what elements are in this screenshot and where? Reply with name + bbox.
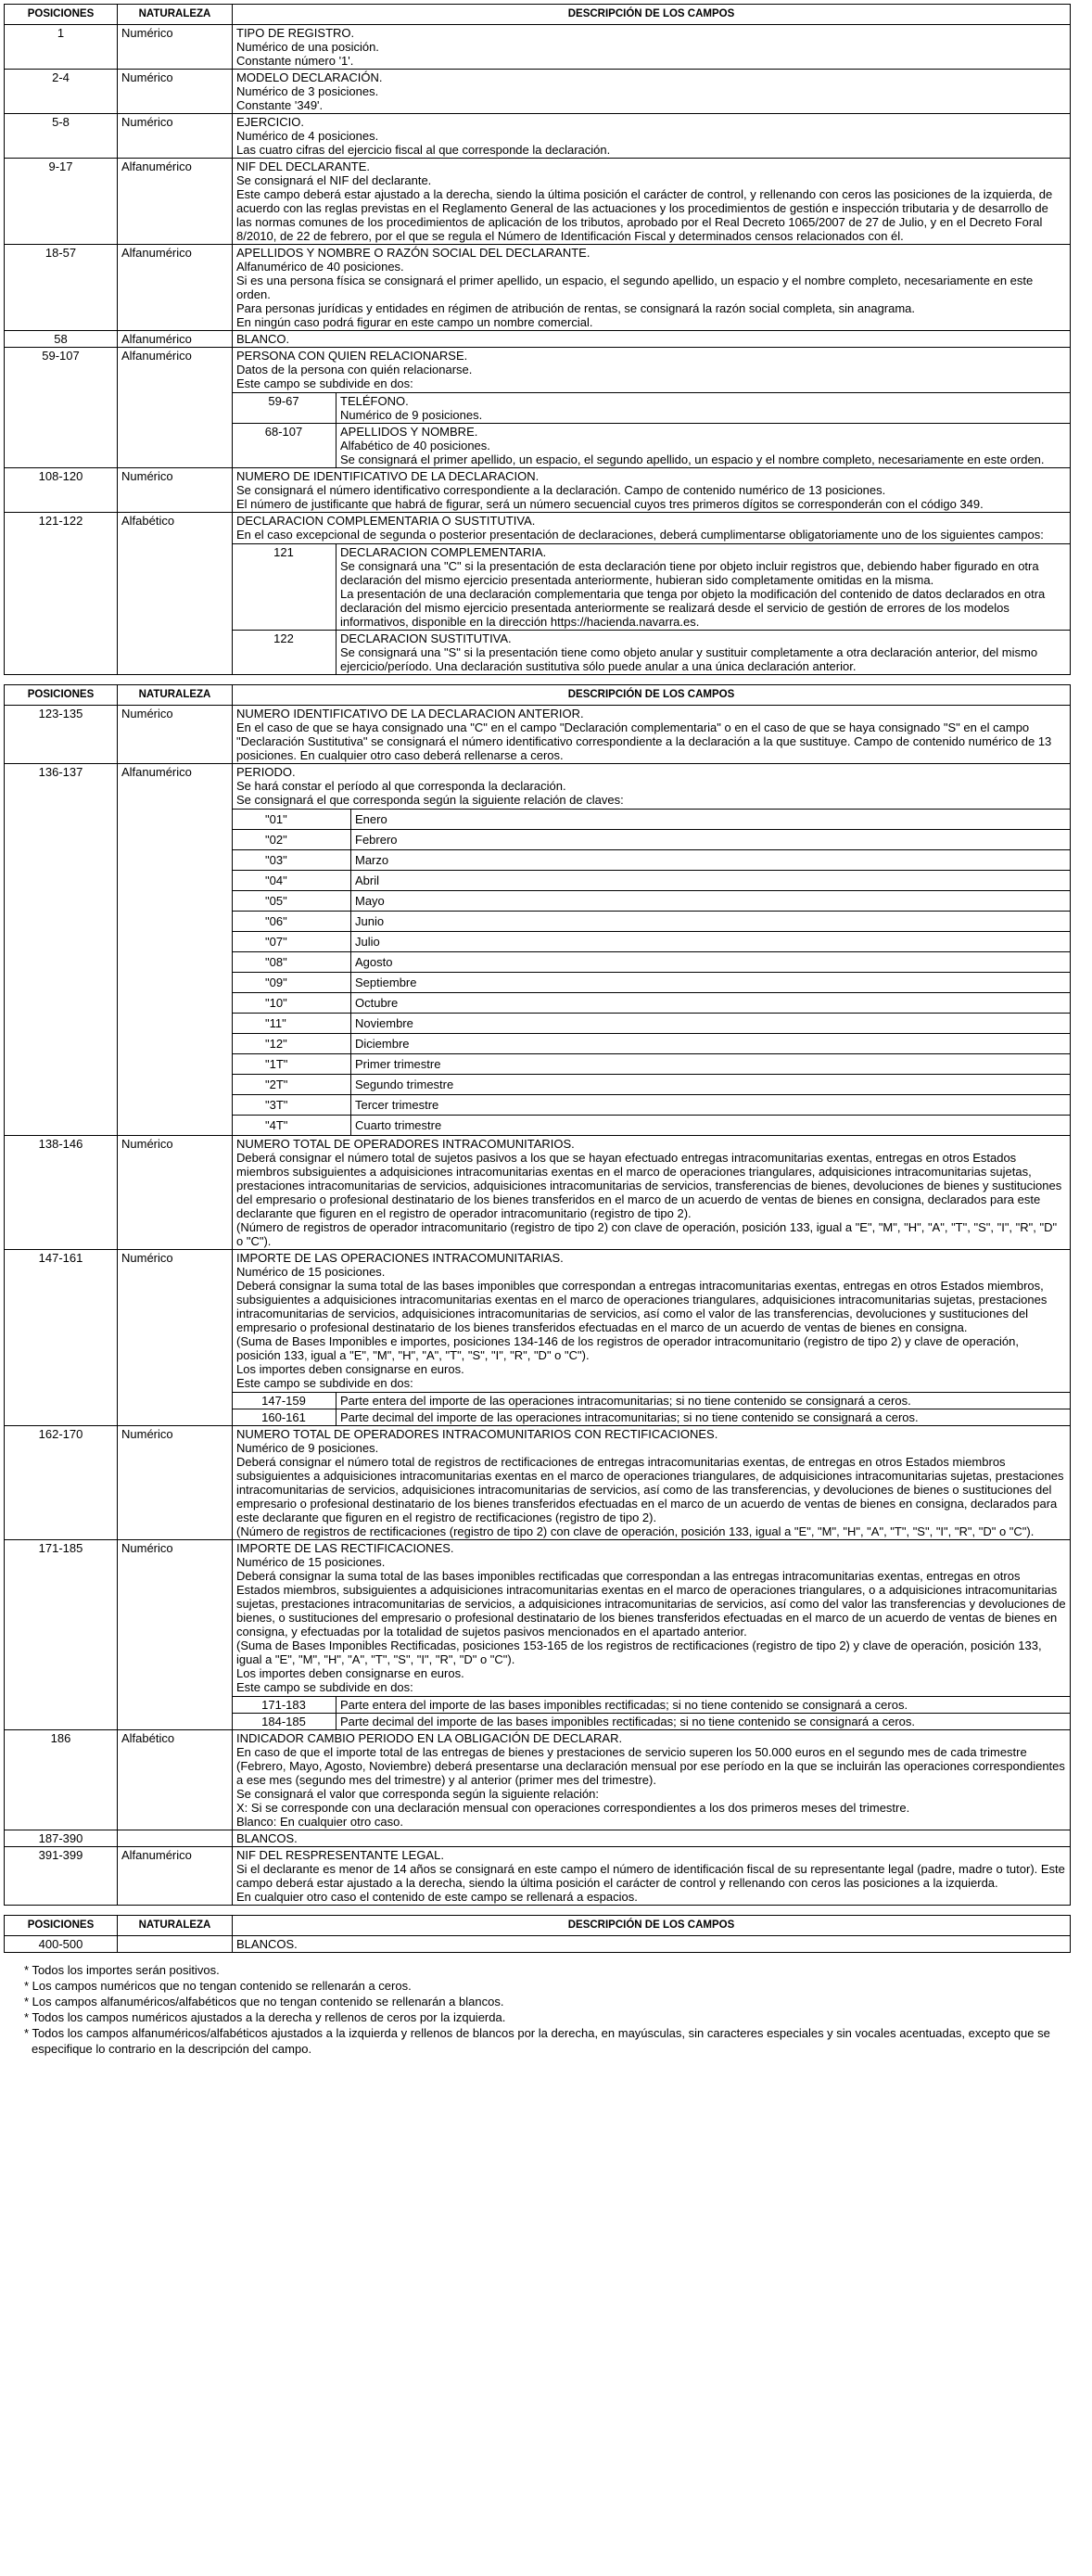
key-code: "08" xyxy=(232,952,351,973)
description-line: Se consignará el valor que corresponda según la siguiente relación: xyxy=(236,1787,599,1801)
field-row xyxy=(5,706,1071,764)
description-line: Octubre xyxy=(355,996,399,1010)
description-line: En cualquier otro caso el contenido de este campo se rellenará a espacios. xyxy=(236,1890,638,1904)
subfield-table xyxy=(232,392,1071,467)
description-line: Este campo deberá estar ajustado a la derecha, siendo la última posición el carácter de control, y rellenando con ceros las posiciones de la izquierda, de acuerdo con las reglas previstas en el Reglamento General de las actuaciones y los procedimientos de gestión e inspección tributaria y de desarrollo de las normas comunes de los procedimientos de aplicación de los tributos, aprobado por el Real Decreto 1065/2007 de 27 de Julio, y en el Decreto Foral 8/2010, de 22 de febrero, por el que se regula el Número de Identificación Fiscal y determinados censos relacionados con él. xyxy=(236,187,1053,243)
description-line: NUMERO TOTAL DE OPERADORES INTRACOMUNITARIOS CON RECTIFICACIONES. xyxy=(236,1427,718,1441)
field-nature: Alfanumérico xyxy=(118,331,233,348)
subfield-position: 171-183 xyxy=(232,1697,336,1714)
field-nature: Numérico xyxy=(118,114,233,159)
key-row xyxy=(232,1116,1071,1136)
key-code: "02" xyxy=(232,830,351,850)
field-nature: Numérico xyxy=(118,70,233,114)
field-description xyxy=(233,706,1071,764)
subfield-row xyxy=(232,424,1071,468)
field-nature: Numérico xyxy=(118,1250,233,1426)
key-row xyxy=(232,871,1071,891)
field-row xyxy=(5,1936,1071,1953)
description-line: La presentación de una declaración complementaria que tenga por objeto la modificación del contenido de datos declarados en otra declaración del mismo ejercicio presentada anteriormente se realizará desde el servicio de gestión de errores de los modelos informativos, disponible en la dirección https://hacienda.navarra.es. xyxy=(340,587,1046,629)
description-line: Numérico de una posición. xyxy=(236,40,379,54)
field-row xyxy=(5,1830,1071,1847)
description-line: TIPO DE REGISTRO. xyxy=(236,26,355,40)
key-code: "12" xyxy=(232,1034,351,1054)
subfield-position: 147-159 xyxy=(232,1393,336,1409)
field-description xyxy=(233,70,1071,114)
description-line: Se consignará una "S" si la presentación tiene como objeto anular y sustituir completamente a otra declaración anterior, del mismo ejercicio/período. Una declaración sustitutiva sólo puede anular a una única declaración anterior. xyxy=(340,645,1038,673)
field-description xyxy=(233,1136,1071,1250)
field-row xyxy=(5,1847,1071,1906)
field-description xyxy=(233,331,1071,348)
description-line: IMPORTE DE LAS OPERACIONES INTRACOMUNITARIAS. xyxy=(236,1251,564,1265)
subfield-description xyxy=(336,1697,1072,1714)
header-nature: NATURALEZA xyxy=(118,5,233,25)
field-description xyxy=(233,1540,1071,1730)
key-description xyxy=(351,952,1072,973)
field-description xyxy=(233,1936,1071,1953)
description-line: Diciembre xyxy=(355,1037,410,1051)
field-description xyxy=(233,1830,1071,1847)
field-row xyxy=(5,1426,1071,1540)
description-line: BLANCOS. xyxy=(236,1937,298,1951)
key-code: "09" xyxy=(232,973,351,993)
description-line: DECLARACION SUSTITUTIVA. xyxy=(340,631,512,645)
description-line: Febrero xyxy=(355,833,398,847)
description-line: Se consignará el primer apellido, un espacio, el segundo apellido, un espacio y el nombre completo, necesariamente en este orden. xyxy=(340,453,1045,466)
key-row xyxy=(232,850,1071,871)
description-line: NUMERO IDENTIFICATIVO DE LA DECLARACION ANTERIOR. xyxy=(236,707,584,721)
description-line: Agosto xyxy=(355,955,393,969)
description-line: (Suma de Bases Imponibles e importes, posiciones 134-146 de los registros de operador intracomunitario (registro de tipo 2) y clave de operación, posición 133, igual a "E", "M", "H", "A", "T", "S", "I", "R", "D" o "C"). xyxy=(236,1334,1020,1362)
field-description xyxy=(233,1426,1071,1540)
field-positions: 391-399 xyxy=(5,1847,118,1906)
description-line: Enero xyxy=(355,812,387,826)
description-line: Noviembre xyxy=(355,1016,413,1030)
field-description xyxy=(233,25,1071,70)
header-description: DESCRIPCIÓN DE LOS CAMPOS xyxy=(233,5,1071,25)
key-row xyxy=(232,1054,1071,1075)
key-code: "10" xyxy=(232,993,351,1014)
subfield-row xyxy=(232,544,1071,631)
field-description xyxy=(233,114,1071,159)
description-line: DECLARACION COMPLEMENTARIA O SUSTITUTIVA. xyxy=(236,514,536,528)
key-description xyxy=(351,973,1072,993)
field-positions: 2-4 xyxy=(5,70,118,114)
key-code: "2T" xyxy=(232,1075,351,1095)
field-positions: 108-120 xyxy=(5,468,118,513)
description-line: Numérico de 15 posiciones. xyxy=(236,1555,386,1569)
field-row xyxy=(5,348,1071,468)
subfield-description xyxy=(336,544,1072,631)
description-line: Este campo se subdivide en dos: xyxy=(236,1680,413,1694)
description-line: Numérico de 3 posiciones. xyxy=(236,84,379,98)
field-nature: Alfabético xyxy=(118,513,233,675)
field-description xyxy=(233,764,1071,1136)
field-positions: 400-500 xyxy=(5,1936,118,1953)
key-code: "1T" xyxy=(232,1054,351,1075)
key-code: "4T" xyxy=(232,1116,351,1136)
header-nature: NATURALEZA xyxy=(118,685,233,706)
description-line: Se consignará una "C" si la presentación de esta declaración tiene por objeto incluir registros que, debiendo haber figurado en otra declaración del mismo ejercicio presentada anteriormente, hubieran sido completamente omitidas en la misma. xyxy=(340,559,1039,587)
description-line: En ningún caso podrá figurar en este campo un nombre comercial. xyxy=(236,315,593,329)
key-table xyxy=(232,809,1071,1135)
description-line: Deberá consignar la suma total de las bases imponibles que correspondan a entregas intracomunitarias exentas, entregas en otros Estados miembros, subsiguientes a adquisiciones intracomunitarias exentas en el marco de operaciones triangulares, adquisiciones intracomunitarias sujetas, prestaciones intracomunitarias de servicios, adquisiciones intracomunitarias de servicios, así como el valor de las transferencias, devoluciones y sustituciones del empresario o profesional destinatario de los bienes transferidos efectuadas en el marco de un acuerdo de ventas de bienes en consigna. xyxy=(236,1279,1048,1334)
description-line: MODELO DECLARACIÓN. xyxy=(236,70,383,84)
key-description xyxy=(351,871,1072,891)
description-line: Numérico de 9 posiciones. xyxy=(236,1441,379,1455)
header-nature: NATURALEZA xyxy=(118,1916,233,1936)
description-line: Parte entera del importe de las bases imponibles rectificadas; si no tiene contenido se consignará a ceros. xyxy=(340,1698,908,1712)
description-line: (Número de registros de rectificaciones (registro de tipo 2) con clave de operación, posición 133, igual a "E", "M", "H", "A", "T", "S", "I", "R", "D" o "C"). xyxy=(236,1524,1035,1538)
key-description xyxy=(351,932,1072,952)
subfield-row xyxy=(232,631,1071,675)
description-line: NIF DEL DECLARANTE. xyxy=(236,159,370,173)
key-description xyxy=(351,1116,1072,1136)
key-row xyxy=(232,993,1071,1014)
field-positions: 186 xyxy=(5,1730,118,1830)
description-line: PERSONA CON QUIEN RELACIONARSE. xyxy=(236,349,468,363)
field-positions: 121-122 xyxy=(5,513,118,675)
field-nature: Numérico xyxy=(118,1426,233,1540)
subfield-table xyxy=(232,1392,1071,1425)
description-line: El número de justificante que habrá de figurar, será un número secuencial cuyos tres primeros dígitos se corresponderán con el código 349. xyxy=(236,497,984,511)
description-line: Numérico de 15 posiciones. xyxy=(236,1265,386,1279)
description-line: NIF DEL RESPRESENTANTE LEGAL. xyxy=(236,1848,444,1862)
field-nature: Alfanumérico xyxy=(118,159,233,245)
description-line: Mayo xyxy=(355,894,385,908)
header-row xyxy=(5,5,1071,25)
key-code: "03" xyxy=(232,850,351,871)
note-item: * Todos los campos alfanuméricos/alfabéticos ajustados a la izquierda y rellenos de blancos por la derecha, en mayúsculas, sin caracteres especiales y sin vocales acentuadas, excepto que se especifique lo contrario en la descripción del campo. xyxy=(4,2025,1070,2057)
field-nature xyxy=(118,1830,233,1847)
field-row xyxy=(5,245,1071,331)
description-line: NUMERO TOTAL DE OPERADORES INTRACOMUNITARIOS. xyxy=(236,1137,575,1151)
field-nature: Alfanumérico xyxy=(118,764,233,1136)
note-item: * Los campos alfanuméricos/alfabéticos que no tengan contenido se rellenarán a blancos. xyxy=(4,1994,1070,2009)
description-line: TELÉFONO. xyxy=(340,394,409,408)
field-description xyxy=(233,1730,1071,1830)
spec-table-1 xyxy=(4,4,1071,675)
key-description xyxy=(351,1014,1072,1034)
key-row xyxy=(232,912,1071,932)
field-positions: 123-135 xyxy=(5,706,118,764)
field-positions: 187-390 xyxy=(5,1830,118,1847)
key-code: "07" xyxy=(232,932,351,952)
subfield-list xyxy=(232,1696,1071,1729)
field-positions: 5-8 xyxy=(5,114,118,159)
subfield-table xyxy=(232,1696,1071,1729)
field-positions: 1 xyxy=(5,25,118,70)
description-line: Numérico de 9 posiciones. xyxy=(340,408,483,422)
key-row xyxy=(232,810,1071,830)
description-line: Para personas jurídicas y entidades en régimen de atribución de rentas, se consignará la razón social completa, sin anagrama. xyxy=(236,301,916,315)
description-line: Constante '349'. xyxy=(236,98,324,112)
header-positions: POSICIONES xyxy=(5,685,118,706)
description-line: Cuarto trimestre xyxy=(355,1118,442,1132)
subfield-list xyxy=(232,1392,1071,1425)
subfield-row xyxy=(232,1393,1071,1409)
header-row xyxy=(5,1916,1071,1936)
subfield-list xyxy=(232,543,1071,674)
field-nature: Alfanumérico xyxy=(118,348,233,468)
subfield-position: 160-161 xyxy=(232,1409,336,1426)
description-line: X: Si se corresponde con una declaración mensual con operaciones correspondientes a los dos primeros meses del trimestre. xyxy=(236,1801,910,1815)
description-line: EJERCICIO. xyxy=(236,115,304,129)
header-positions: POSICIONES xyxy=(5,1916,118,1936)
field-positions: 9-17 xyxy=(5,159,118,245)
field-description xyxy=(233,348,1071,468)
key-code: "3T" xyxy=(232,1095,351,1116)
key-row xyxy=(232,1075,1071,1095)
notes-list xyxy=(4,1962,1070,2057)
field-positions: 59-107 xyxy=(5,348,118,468)
description-line: Abril xyxy=(355,874,380,887)
key-row xyxy=(232,1095,1071,1116)
key-row xyxy=(232,891,1071,912)
description-line: Septiembre xyxy=(355,976,417,989)
subfield-description xyxy=(336,1714,1072,1730)
key-code: "05" xyxy=(232,891,351,912)
subfield-description xyxy=(336,1393,1072,1409)
subfield-position: 59-67 xyxy=(232,393,336,424)
description-line: Numérico de 4 posiciones. xyxy=(236,129,379,143)
description-line: BLANCOS. xyxy=(236,1831,298,1845)
key-code: "06" xyxy=(232,912,351,932)
key-code: "04" xyxy=(232,871,351,891)
field-row xyxy=(5,1540,1071,1730)
description-line: Si es una persona física se consignará el primer apellido, un espacio, el segundo apellido, un espacio y el nombre completo, necesariamente en este orden. xyxy=(236,274,1034,301)
field-row xyxy=(5,114,1071,159)
key-description xyxy=(351,1075,1072,1095)
description-line: APELLIDOS Y NOMBRE O RAZÓN SOCIAL DEL DECLARANTE. xyxy=(236,246,590,260)
field-positions: 162-170 xyxy=(5,1426,118,1540)
field-positions: 18-57 xyxy=(5,245,118,331)
description-line: DECLARACION COMPLEMENTARIA. xyxy=(340,545,547,559)
description-line: Se consignará el número identificativo correspondiente a la declaración. Campo de contenido numérico de 13 posiciones. xyxy=(236,483,886,497)
description-line: Parte entera del importe de las operaciones intracomunitarias; si no tiene contenido se consignará a ceros. xyxy=(340,1394,911,1408)
description-line: APELLIDOS Y NOMBRE. xyxy=(340,425,478,439)
field-nature: Numérico xyxy=(118,706,233,764)
field-row xyxy=(5,331,1071,348)
key-description xyxy=(351,891,1072,912)
header-row xyxy=(5,685,1071,706)
field-positions: 171-185 xyxy=(5,1540,118,1730)
description-line: En caso de que el importe total de las entregas de bienes y prestaciones de servicio superen los 50.000 euros en el segundo mes de cada trimestre (Febrero, Mayo, Agosto, Noviembre) deberá presentarse una declaración mensual por ese período en la que se incluirán las operaciones correspondientes a ese mes (segundo mes del trimestre) y al anterior (primer mes del trimestre). xyxy=(236,1745,1065,1787)
description-line: Datos de la persona con quién relacionarse. xyxy=(236,363,473,376)
field-nature: Numérico xyxy=(118,1540,233,1730)
field-positions: 138-146 xyxy=(5,1136,118,1250)
field-description xyxy=(233,513,1071,675)
spec-table-2 xyxy=(4,684,1071,1906)
description-line: Si el declarante es menor de 14 años se consignará en este campo el número de identificación fiscal de su representante legal (padre, madre o tutor). Este campo deberá estar ajustado a la derecha, siendo la última posición el carácter de control y rellenando con ceros las posiciones a la izquierda. xyxy=(236,1862,1065,1890)
field-description xyxy=(233,159,1071,245)
description-line: Tercer trimestre xyxy=(355,1098,439,1112)
field-nature: Alfabético xyxy=(118,1730,233,1830)
note-item: * Todos los campos numéricos ajustados a la derecha y rellenos de ceros por la izquierda. xyxy=(4,2009,1070,2025)
description-line: PERIODO. xyxy=(236,765,296,779)
field-row xyxy=(5,1136,1071,1250)
subfield-row xyxy=(232,1409,1071,1426)
key-description xyxy=(351,1054,1072,1075)
key-row xyxy=(232,932,1071,952)
description-line: Los importes deben consignarse en euros. xyxy=(236,1666,464,1680)
header-positions: POSICIONES xyxy=(5,5,118,25)
key-description xyxy=(351,1095,1072,1116)
key-description xyxy=(351,810,1072,830)
description-line: Alfabético de 40 posiciones. xyxy=(340,439,490,453)
description-line: Deberá consignar el número total de registros de rectificaciones de entregas intracomunitarias exentas, de entregas en otros Estados miembros subsiguientes a adquisiciones intracomunitarias exentas en el marco de operaciones triangulares, de adquisiciones intracomunitarias sujetas, prestaciones intracomunitarias de servicios, adquisiciones intracomunitarias de servicios, así como de las transferencias, y devoluciones de bienes o sustituciones del empresario o profesional destinatario de los bienes transferidos efectuadas en el marco de un acuerdo de ventas de bienes en consigna, declarados para este declarante que figuren en el registro de rectificaciones (registro de tipo 2). xyxy=(236,1455,1064,1524)
description-line: NUMERO DE IDENTIFICATIVO DE LA DECLARACION. xyxy=(236,469,540,483)
description-line: En el caso de que se haya consignado una "C" en el campo "Declaración complementaria" o en el caso de que se haya consignado "S" en el campo "Declaración Sustitutiva" se consignará el número identificativo correspondiente a la declaración a la que sustituye. Campo de contenido numérico de 13 posiciones. En cualquier otro caso deberá rellenarse a ceros. xyxy=(236,721,1052,762)
field-description xyxy=(233,1250,1071,1426)
key-description xyxy=(351,993,1072,1014)
description-line: Se consignará el NIF del declarante. xyxy=(236,173,432,187)
field-nature: Numérico xyxy=(118,25,233,70)
description-line: Segundo trimestre xyxy=(355,1078,454,1091)
key-row xyxy=(232,830,1071,850)
description-line: Se hará constar el período al que corresponda la declaración. xyxy=(236,779,566,793)
description-line: Primer trimestre xyxy=(355,1057,441,1071)
subfield-description xyxy=(336,631,1072,675)
subfield-position: 184-185 xyxy=(232,1714,336,1730)
description-line: En el caso excepcional de segunda o posterior presentación de declaraciones, deberá cumplimentarse obligatoriamente uno de los siguientes campos: xyxy=(236,528,1044,542)
field-nature xyxy=(118,1936,233,1953)
field-positions: 58 xyxy=(5,331,118,348)
field-row xyxy=(5,25,1071,70)
key-row xyxy=(232,973,1071,993)
description-line: Este campo se subdivide en dos: xyxy=(236,376,413,390)
field-nature: Numérico xyxy=(118,468,233,513)
subfield-position: 122 xyxy=(232,631,336,675)
key-row xyxy=(232,1014,1071,1034)
description-line: Julio xyxy=(355,935,380,949)
key-code: "11" xyxy=(232,1014,351,1034)
field-nature: Alfanumérico xyxy=(118,245,233,331)
field-description xyxy=(233,1847,1071,1906)
field-row xyxy=(5,70,1071,114)
field-row xyxy=(5,1250,1071,1426)
description-line: (Número de registros de operador intracomunitario (registro de tipo 2) con clave de operación, posición 133, igual a "E", "M", "H", "A", "T", "S", "I", "R", "D" o "C"). xyxy=(236,1220,1058,1248)
description-line: BLANCO. xyxy=(236,332,290,346)
field-row xyxy=(5,1730,1071,1830)
key-list xyxy=(232,809,1071,1135)
description-line: (Suma de Bases Imponibles Rectificadas, posiciones 153-165 de los registros de rectificaciones (registro de tipo 2) y clave de operación, posición 133, igual a "E", "M", "H", "A", "T", "S", "I", "R", "D" o "C"). xyxy=(236,1639,1042,1666)
description-line: Este campo se subdivide en dos: xyxy=(236,1376,413,1390)
key-description xyxy=(351,850,1072,871)
field-row xyxy=(5,513,1071,675)
key-row xyxy=(232,1034,1071,1054)
description-line: Marzo xyxy=(355,853,389,867)
key-description xyxy=(351,830,1072,850)
subfield-list xyxy=(232,392,1071,467)
subfield-row xyxy=(232,1697,1071,1714)
description-line: Constante número '1'. xyxy=(236,54,354,68)
note-item: * Los campos numéricos que no tengan contenido se rellenarán a ceros. xyxy=(4,1978,1070,1994)
subfield-row xyxy=(232,1714,1071,1730)
field-description xyxy=(233,245,1071,331)
subfield-description xyxy=(336,1409,1072,1426)
spec-table-3 xyxy=(4,1915,1071,1953)
description-line: Deberá consignar la suma total de las bases imponibles rectificadas que correspondan a las entregas intracomunitarias exentas, entregas en otros Estados miembros, subsiguientes a adquisiciones intracomunitarias exentas en el marco de operaciones triangulares, o a adquisiciones intracomunitarias sujetas, prestaciones intracomunitarias de servicios, a adquisiciones intracomunitarias de servicios, así como del valor las transferencias y devoluciones de bienes, o sustituciones del empresario o profesional destinatario de los bienes transferidos efectuadas en el marco de un acuerdo de ventas de bienes en consigna, y efectuadas por la totalidad de sujetos pasivos mencionados en el apartado anterior. xyxy=(236,1569,1066,1639)
description-line: Alfanumérico de 40 posiciones. xyxy=(236,260,404,274)
header-description: DESCRIPCIÓN DE LOS CAMPOS xyxy=(233,1916,1071,1936)
subfield-position: 121 xyxy=(232,544,336,631)
subfield-description xyxy=(336,424,1072,468)
key-row xyxy=(232,952,1071,973)
description-line: Las cuatro cifras del ejercicio fiscal al que corresponde la declaración. xyxy=(236,143,611,157)
field-positions: 147-161 xyxy=(5,1250,118,1426)
key-description xyxy=(351,912,1072,932)
subfield-position: 68-107 xyxy=(232,424,336,468)
field-row xyxy=(5,468,1071,513)
description-line: Parte decimal del importe de las operaciones intracomunitarias; si no tiene contenido se consignará a ceros. xyxy=(340,1410,919,1424)
header-description: DESCRIPCIÓN DE LOS CAMPOS xyxy=(233,685,1071,706)
document-page xyxy=(4,0,1070,2057)
description-line: Junio xyxy=(355,914,385,928)
field-row xyxy=(5,159,1071,245)
key-code: "01" xyxy=(232,810,351,830)
description-line: INDICADOR CAMBIO PERIODO EN LA OBLIGACIÓN DE DECLARAR. xyxy=(236,1731,623,1745)
field-positions: 136-137 xyxy=(5,764,118,1136)
key-description xyxy=(351,1034,1072,1054)
description-line: Blanco: En cualquier otro caso. xyxy=(236,1815,403,1829)
description-line: Parte decimal del importe de las bases imponibles rectificadas; si no tiene contenido se consignará a ceros. xyxy=(340,1715,916,1728)
subfield-row xyxy=(232,393,1071,424)
field-nature: Numérico xyxy=(118,1136,233,1250)
note-item: * Todos los importes serán positivos. xyxy=(4,1962,1070,1978)
subfield-description xyxy=(336,393,1072,424)
field-row xyxy=(5,764,1071,1136)
description-line: Se consignará el que corresponda según la siguiente relación de claves: xyxy=(236,793,624,807)
field-nature: Alfanumérico xyxy=(118,1847,233,1906)
description-line: Deberá consignar el número total de sujetos pasivos a los que se hayan efectuado entregas intracomunitarias exentas, entregas en otros Estados miembros subsiguientes a adquisiciones intracomunitarias exentas en el marco de operaciones triangulares, adquisiciones intracomunitarias sujetas, prestaciones intracomunitarias de servicios, adquisiciones intracomunitarias de servicios, transferencias de bienes, devoluciones de bienes y sustituciones del empresario o profesional destinatario de los bienes transferidos en el marco de un acuerdo de ventas de bienes en consigna, declarados para este declarante que figuren en el registro de operador intracomunitario (registro de tipo 2). xyxy=(236,1151,1062,1220)
description-line: IMPORTE DE LAS RECTIFICACIONES. xyxy=(236,1541,454,1555)
subfield-table xyxy=(232,543,1071,674)
description-line: Los importes deben consignarse en euros. xyxy=(236,1362,464,1376)
field-description xyxy=(233,468,1071,513)
